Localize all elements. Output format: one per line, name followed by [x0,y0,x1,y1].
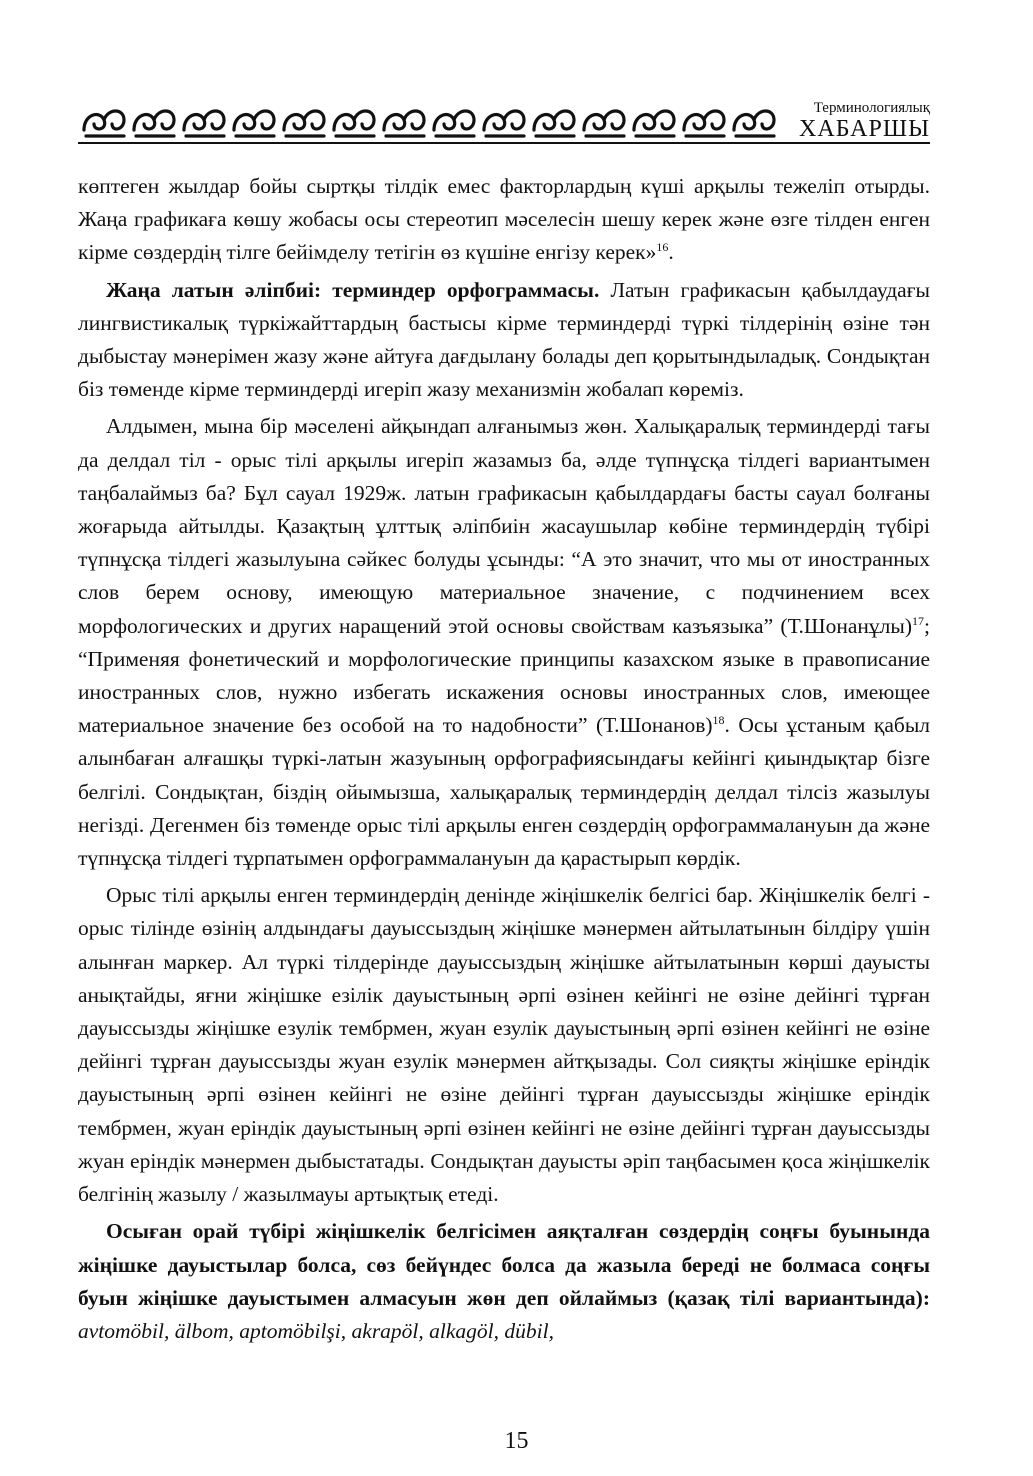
header-subtitle: Терминологиялық [813,100,930,116]
paragraph-5-examples: avtomöbil, älbom, aptomöbilşi, akrapöl, alkagöl, dübil, [78,1318,554,1343]
footnote-ref-17: 17 [912,613,925,628]
paragraph-3 [78,410,930,875]
paragraph-1-text: көптеген жылдар бойы сыртқы тілдік емес факторлардың күші арқылы тежеліп отырды. Жаңа графикаға көшу жобасы осы стереотип мәселесін шешу керек және өзге тілден енген кірме сөздердің тілге бейімделу тетігін өз күшіне енгізу керек» [78,174,930,265]
paragraph-5 [78,1215,930,1348]
header-divider [78,142,930,144]
paragraph-3-text-3: . Осы ұстаным қабыл алынбаған алғашқы түркі-латын жазуының орфографиясындағы кейінгі қиындықтар бізге белгілі. Сондықтан, біздің ойымызша, халықаралық терминдердің делдал тілсіз жазылуы негізді. Дегенмен біз төменде орыс тілі арқылы енген сөздердің орфограммалануын да және түпнұсқа тілдегі тұрпатымен орфограммалануын да қарастырып көрдік. [78,713,930,871]
page-header [78,100,930,144]
paragraph-1-end: . [668,240,674,265]
paragraph-2-text: Латын графикасын қабылдаудағы лингвистикалық түркіжайттардың бастысы кірме терминдерді түркі тілдерінің өзіне тән дыбыстау мәнерімен жазу және айтуға дағдылану болады деп қорытындыладық. Сондықтан біз төменде кірме терминдерді игеріп жазу механизмін жобалап көреміз. [78,277,930,402]
paragraph-4 [78,879,930,1211]
section-heading: Жаңа латын әліпбиі: терминдер орфограммасы. [106,277,600,302]
page-number: 15 [504,1428,529,1454]
paragraph-2 [78,274,930,407]
paragraph-4-text: Орыс тілі арқылы енген терминдердің денінде жіңішкелік белгісі бар. Жіңішкелік белгі - орыс тілінде өзінің алдындағы дауыссыздың жіңішке мәнермен айтылатынын білдіру үшін алынған маркер. Ал түркі тілдерінде дауыссыздың жіңішке айтылатынын көрші дауысты анықтайды, яғни жіңішке езілік дауыстының әрпі өзінен кейінгі не өзіне дейінгі тұрған дауыссызды жіңішке езулік тембрмен, жуан езулік дауыстының әрпі өзінен кейінгі не өзіне дейінгі тұрған дауыссызды жуан езулік мәнермен айтқызады. Сол сияқты жіңішке еріндік дауыстының әрпі өзінен кейінгі не өзіне дейінгі тұрған дауыссызды жіңішке еріндік тембрмен, жуан еріндік дауыстының әрпі өзінен кейінгі не өзіне дейінгі тұрған дауыссызды жуан еріндік мәнермен дыбыстатады. Сондықтан дауысты әріп таңбасымен қоса жіңішкелік белгінің жазылу / жазылмауы артықтық етеді. [78,883,930,1207]
footnote-ref-18: 18 [712,713,725,728]
paragraph-5-bold-text: Осыған орай түбірі жіңішкелік белгісімен аяқталған сөздердің соңғы буынында жіңішке дауыстылар болса, сөз бейүндес болса да жазыла береді не болмаса соңғы буын жіңішке дауыстымен алмасуын жөн деп ойлаймыз (қазақ тілі вариантында): [78,1219,930,1310]
kazakh-ornament-band-icon [78,100,778,140]
paragraph-3-text-2: ; “Применяя фонетический и морфологические принципы казахском языке в правописание иностранных слов, нужно избегать искажения основы иностранных слов, имеющее материальное значение без особой на то надобности” (Т.Шонанов) [78,613,930,738]
paragraph-3-text-1: Алдымен, мына бір мәселені айқындап алғанымыз жөн. Халықаралық терминдерді тағы да делдал тіл - орыс тілі арқылы игеріп жазамыз ба, әлде түпнұсқа тілдегі вариантымен таңбалаймыз ба? Бұл сауал 1929ж. латын графикасын қабылдардағы басты сауал болғаны жоғарыда айтылды. Қазақтың ұлттық әліпбиін жасаушылар көбіне терминдердің түбірі түпнұсқа тілдегі жазылуына сәйкес болуды ұсынды: “А это значит, что мы от иностранных слов берем основу, имеющую материальное значение, с подчинением всех морфологических и других наращений этой основы свойствам казъязыка” (Т.Шонанұлы) [78,414,930,638]
body-text [78,170,930,1352]
paragraph-1 [78,170,930,270]
header-title: ХАБАРШЫ [799,116,930,142]
footnote-ref-16: 16 [656,240,669,255]
